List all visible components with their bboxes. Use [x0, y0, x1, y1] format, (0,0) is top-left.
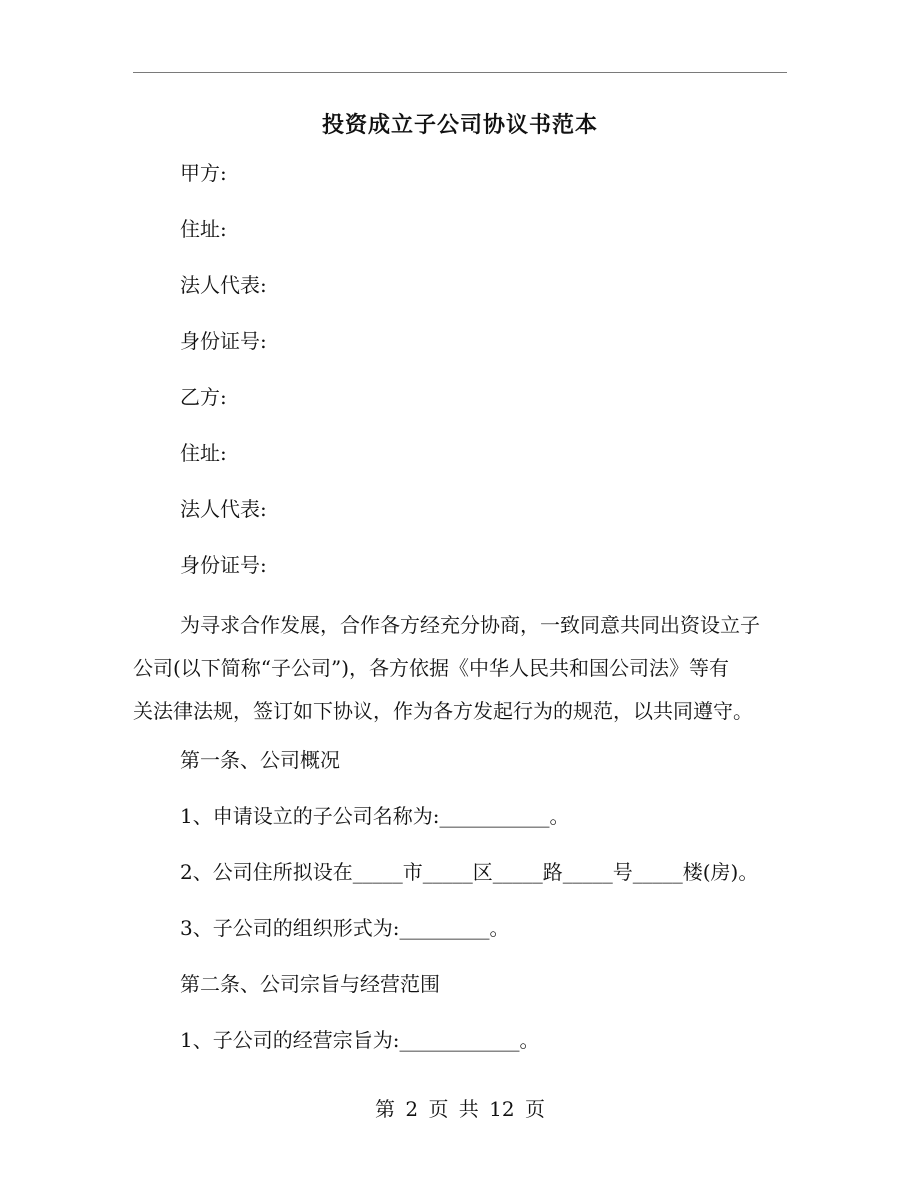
- article-1-item-1: 1、申请设立的子公司名称为:___________。: [180, 804, 570, 828]
- party-b-address: 住址:: [180, 441, 227, 465]
- party-b-id-no: 身份证号:: [180, 553, 267, 577]
- party-a-id-no: 身份证号:: [180, 329, 267, 353]
- preamble-line: 公司(以下简称“子公司”)，各方依据《中华人民共和国公司法》等有: [133, 656, 730, 680]
- party-b-legal-rep: 法人代表:: [180, 497, 267, 521]
- party-b-label: 乙方:: [180, 385, 227, 409]
- preamble-paragraph: [133, 604, 789, 733]
- article-1-heading: 第一条、公司概况: [180, 748, 340, 772]
- article-1-item-3: 3、子公司的组织形式为:_________。: [180, 916, 510, 940]
- header-rule: [133, 72, 787, 73]
- preamble-line: 关法律法规，签订如下协议，作为各方发起行为的规范，以共同遵守。: [133, 699, 753, 723]
- party-a-legal-rep: 法人代表:: [180, 273, 267, 297]
- page-number: 第 2 页 共 12 页: [375, 1097, 545, 1121]
- article-2-heading: 第二条、公司宗旨与经营范围: [180, 972, 440, 996]
- document-title: 投资成立子公司协议书范本: [321, 112, 598, 138]
- article-2-item-1: 1、子公司的经营宗旨为:____________。: [180, 1028, 540, 1052]
- article-1-item-2: 2、公司住所拟设在_____市_____区_____路_____号_____楼(房)。: [180, 860, 759, 884]
- party-a-address: 住址:: [180, 217, 227, 241]
- preamble-line: 为寻求合作发展，合作各方经充分协商，一致同意共同出资设立子: [180, 613, 760, 637]
- party-a-label: 甲方:: [180, 161, 227, 185]
